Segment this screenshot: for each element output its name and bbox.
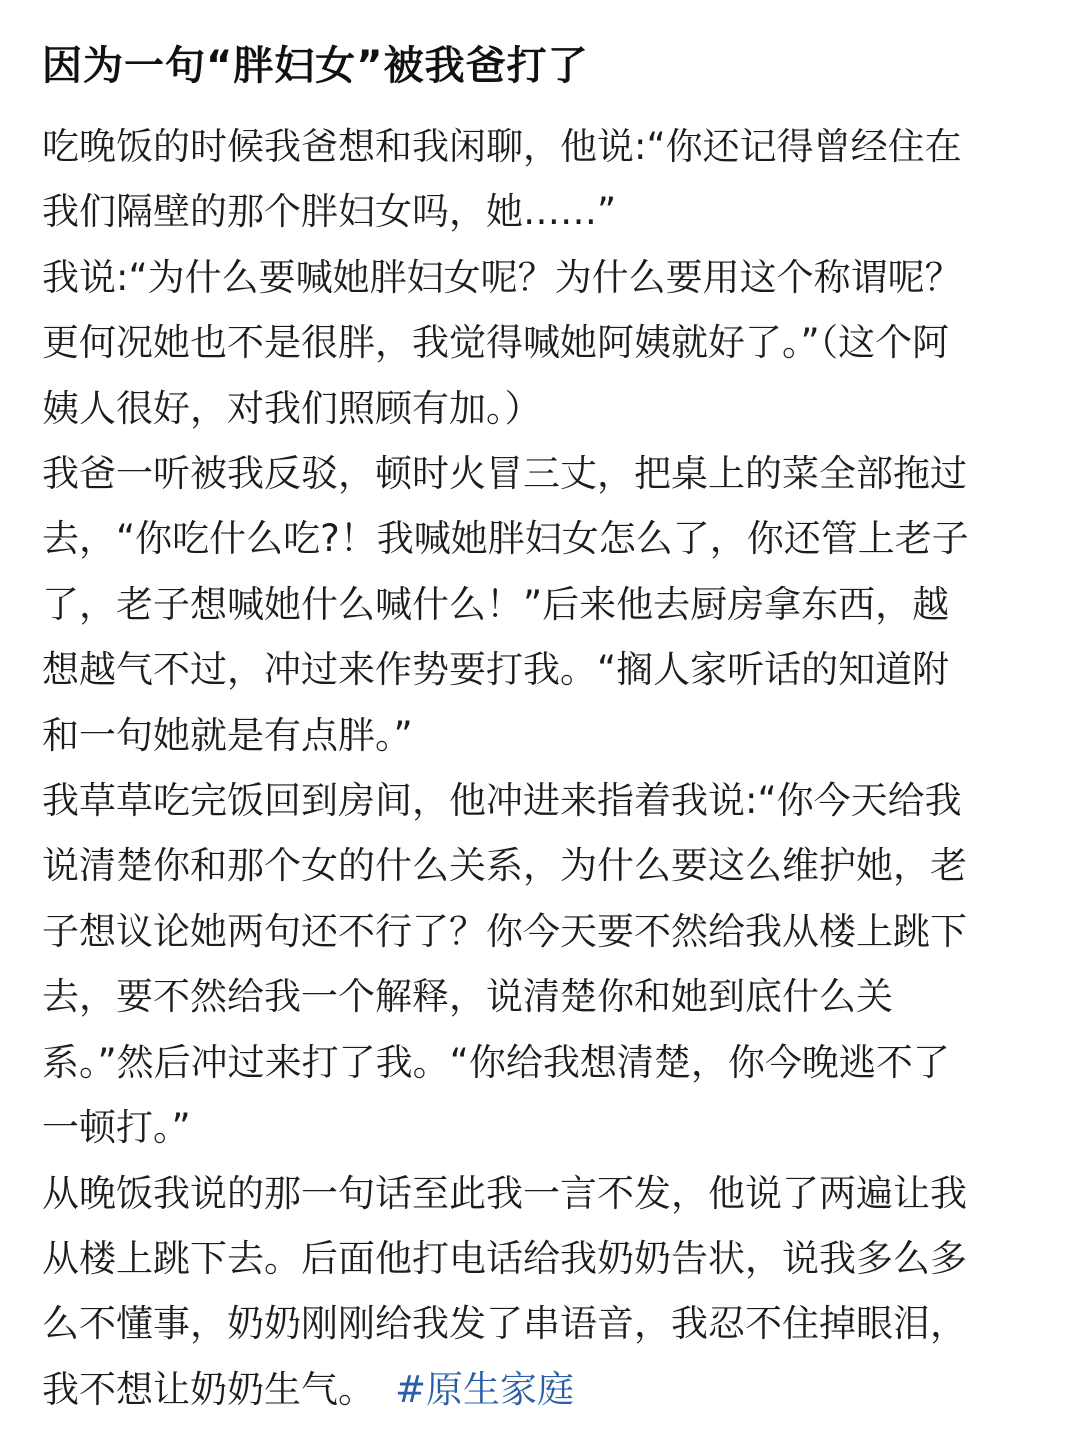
body-line: 一顿打。” <box>42 1106 191 1150</box>
post <box>42 0 1042 1422</box>
body-line: 我爸一听被我反驳，顿时火冒三丈，把桌上的菜全部拖过 <box>42 452 967 496</box>
body-line: 更何况她也不是很胖，我觉得喊她阿姨就好了。”（这个阿 <box>42 321 950 365</box>
body-line: 从晚饭我说的那一句话至此我一言不发，他说了两遍让我 <box>42 1171 967 1215</box>
body-line-last <box>42 1357 1042 1422</box>
last-line-text: 我不想让奶奶生气。 <box>42 1367 375 1411</box>
body-line: 姨人很好，对我们照顾有加。） <box>42 386 542 430</box>
body-line: 系。”然后冲过来打了我。“你给我想清楚，你今晚逃不了 <box>42 1040 950 1084</box>
post-body <box>42 114 1042 1422</box>
body-line: 了，老子想喊她什么喊什么！”后来他去厨房拿东西，越 <box>42 582 950 626</box>
body-line: 我草草吃完饭回到房间，他冲进来指着我说:“你今天给我 <box>42 779 962 823</box>
body-line: 去，要不然给我一个解释，说清楚你和她到底什么关 <box>42 975 893 1019</box>
body-line: 想越气不过，冲过来作势要打我。“搁人家听话的知道附 <box>42 648 950 692</box>
body-line: 我说:“为什么要喊她胖妇女呢？为什么要用这个称谓呢？ <box>42 255 962 299</box>
body-line: 子想议论她两句还不行了？你今天要不然给我从楼上跳下 <box>42 909 967 953</box>
post-title: 因为一句“胖妇女”被我爸打了 <box>42 43 589 89</box>
body-line: 说清楚你和那个女的什么关系，为什么要这么维护她，老 <box>42 844 967 888</box>
hashtag-link[interactable]: #原生家庭 <box>395 1367 575 1411</box>
body-line: 我们隔壁的那个胖妇女吗，她……” <box>42 190 617 234</box>
body-line: 从楼上跳下去。后面他打电话给我奶奶告状，说我多么多 <box>42 1236 967 1280</box>
body-line: 么不懂事，奶奶刚刚给我发了串语音，我忍不住掉眼泪， <box>42 1302 967 1346</box>
body-line: 去，“你吃什么吃?！我喊她胖妇女怎么了，你还管上老子 <box>42 517 969 561</box>
body-line: 和一句她就是有点胖。” <box>42 713 413 757</box>
body-line: 吃晚饭的时候我爸想和我闲聊，他说:“你还记得曾经住在 <box>42 125 962 168</box>
